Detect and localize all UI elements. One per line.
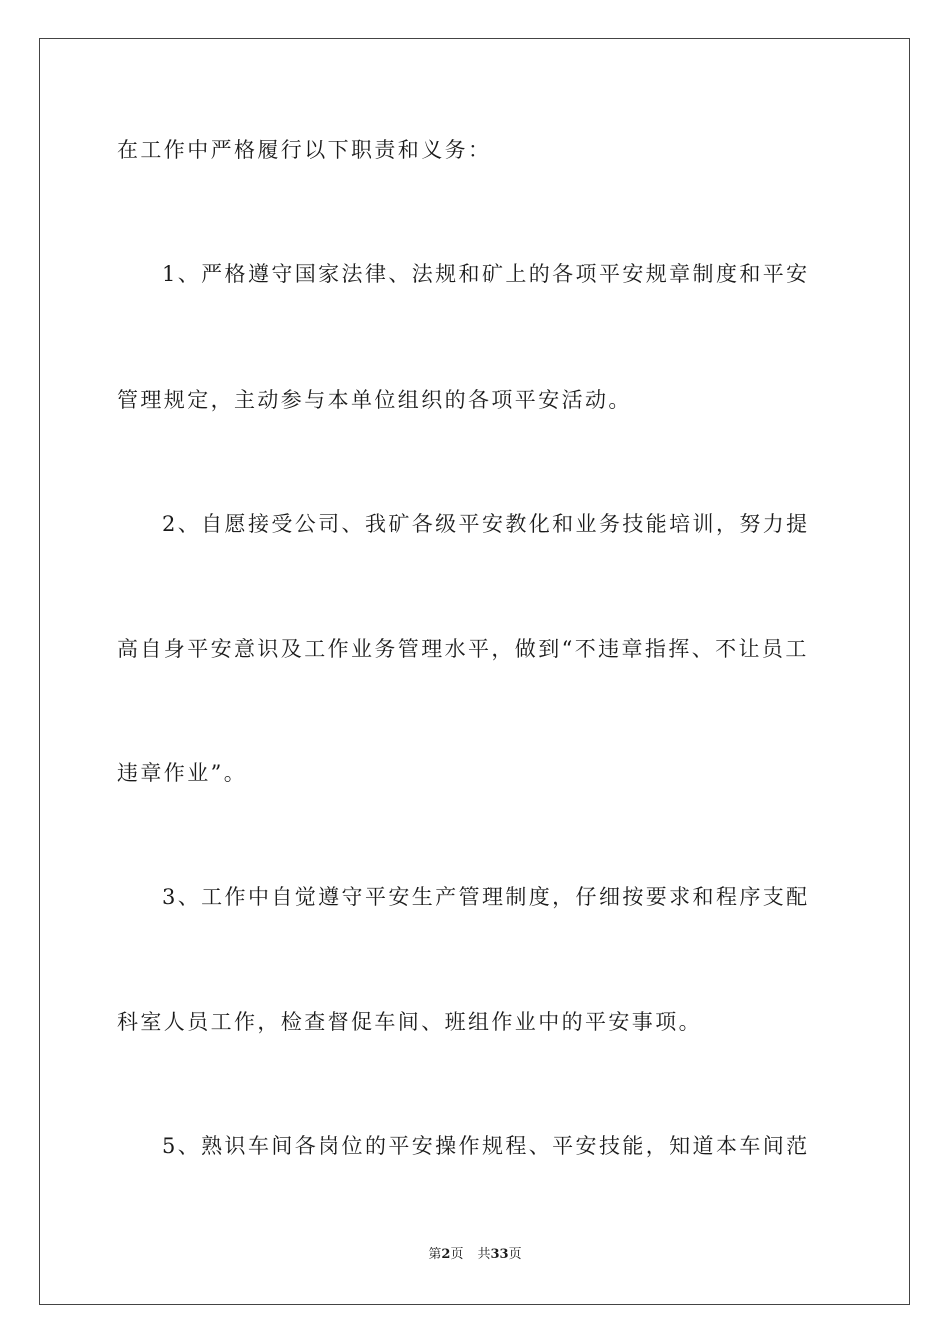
body-text-line: 科室人员工作，检查督促车间、班组作业中的平安事项。 xyxy=(117,1010,702,1034)
total-pages: 33 xyxy=(490,1247,509,1262)
page-number: 2 xyxy=(441,1247,451,1262)
page-prefix: 第 xyxy=(428,1247,442,1262)
body-text-line: 在工作中严格履行以下职责和义务： xyxy=(117,138,492,162)
body-text-line: 管理规定，主动参与本单位组织的各项平安活动。 xyxy=(117,388,632,412)
page-border xyxy=(39,38,910,1305)
total-prefix: 共 xyxy=(477,1247,491,1262)
body-text-line: 1、严格遵守国家法律、法规和矿上的各项平安规章制度和平安 xyxy=(162,262,810,286)
total-unit: 页 xyxy=(508,1247,522,1262)
body-text-line: 违章作业”。 xyxy=(117,761,248,785)
page-footer xyxy=(0,1247,950,1263)
body-text-line: 3、工作中自觉遵守平安生产管理制度，仔细按要求和程序支配 xyxy=(162,885,810,909)
body-text-line: 2、自愿接受公司、我矿各级平安教化和业务技能培训，努力提 xyxy=(162,512,810,536)
page-unit: 页 xyxy=(450,1247,464,1262)
body-text-line: 高自身平安意识及工作业务管理水平，做到“不违章指挥、不让员工 xyxy=(117,637,809,661)
body-text-line: 5、熟识车间各岗位的平安操作规程、平安技能，知道本车间范 xyxy=(162,1134,810,1158)
